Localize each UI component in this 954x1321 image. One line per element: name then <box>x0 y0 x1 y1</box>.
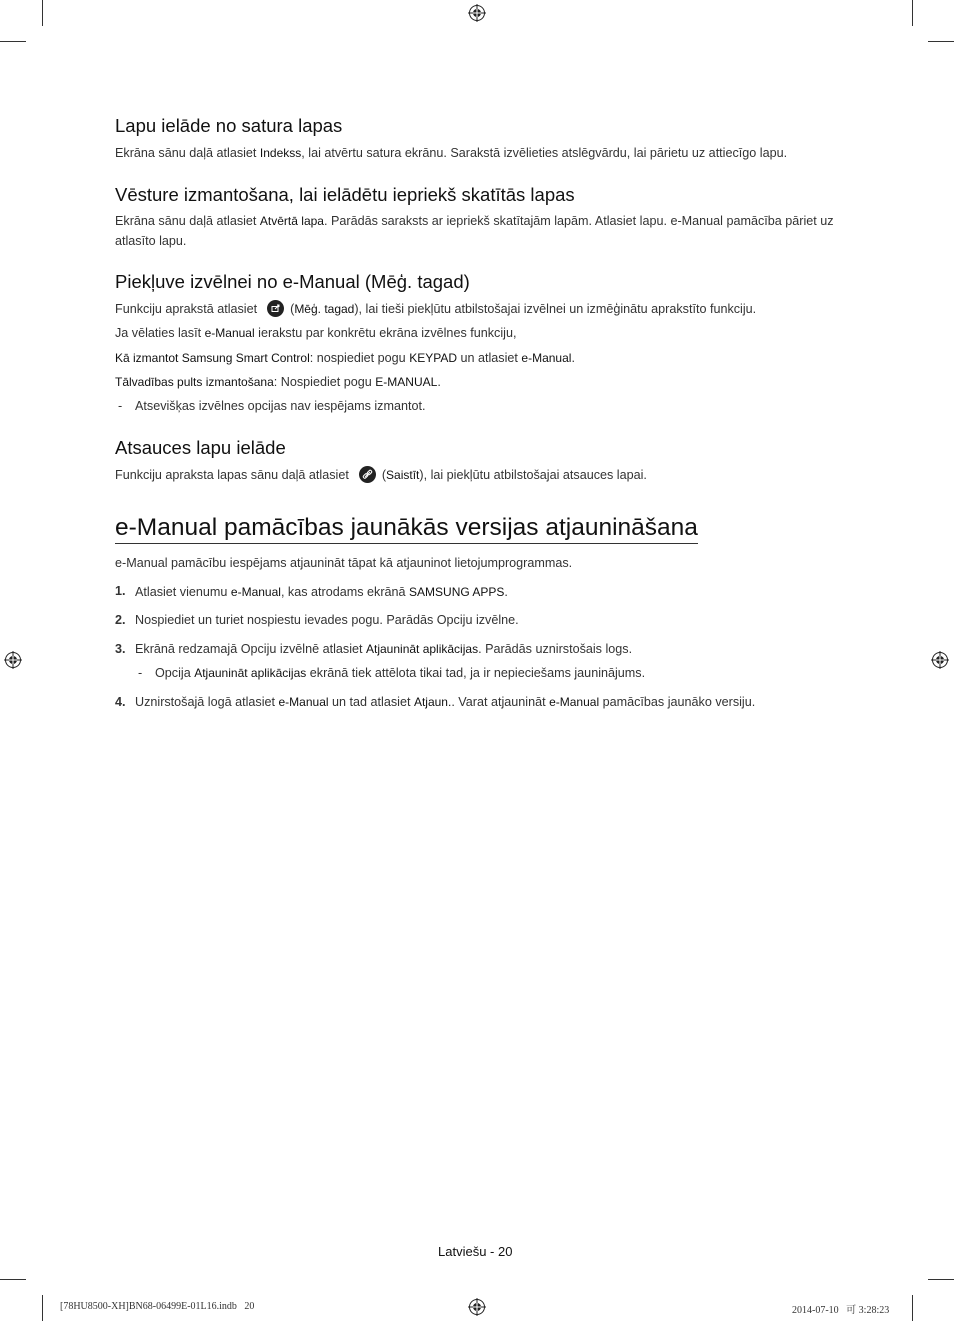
text: : Nospiediet pogu <box>273 375 376 389</box>
text: : nospiediet pogu <box>309 351 410 365</box>
crop-mark <box>0 1279 26 1280</box>
menu-term: Atjaun. <box>413 695 452 709</box>
text: ekrānā tiek attēlota tikai tad, ja ir nepieciešams jauninājums. <box>306 666 646 680</box>
registration-mark-icon <box>468 4 486 22</box>
step-number: 1. <box>115 584 126 598</box>
crop-mark <box>928 1279 954 1280</box>
menu-term: Mēģ. tagad <box>294 302 355 316</box>
text: . Parādās saraksts ar iepriekš skatītajām lapām. Atlasiet lapu. e-Manual pamācība pāriet uz atlasīto lapu. <box>115 214 834 248</box>
step-number: 4. <box>115 695 126 709</box>
text: . Varat atjaunināt <box>451 695 550 709</box>
text: , kas atrodams ekrānā <box>280 585 410 599</box>
section-heading: Atsauces lapu ielāde <box>115 437 286 458</box>
text: Ekrāna sānu daļā atlasiet <box>115 146 260 160</box>
button-term: KEYPAD <box>409 351 457 365</box>
paragraph <box>115 299 840 319</box>
paragraph: e-Manual pamācību iespējams atjaunināt tāpat kā atjauninot lietojumprogrammas. <box>115 556 573 570</box>
note-dash: - <box>138 666 143 680</box>
section-heading: Lapu ielāde no satura lapas <box>115 115 343 136</box>
step-text <box>135 582 835 602</box>
text: Uznirstošajā logā atlasiet <box>135 695 279 709</box>
paragraph <box>115 348 840 368</box>
menu-term: Saistīt <box>386 468 420 482</box>
try-now-icon <box>267 300 284 317</box>
registration-mark-icon <box>468 1298 486 1316</box>
button-term: E-MANUAL <box>375 375 438 389</box>
paragraph <box>115 323 840 343</box>
text: . <box>571 351 575 365</box>
step-text <box>135 692 835 712</box>
registration-mark-icon <box>931 651 949 669</box>
text: pamācības jaunāko versiju. <box>599 695 756 709</box>
menu-term: SAMSUNG APPS <box>409 585 505 599</box>
section-heading: Vēsture izmantošana, lai ielādētu iepriekš skatītās lapas <box>115 184 575 205</box>
step-number: 3. <box>115 642 126 656</box>
text: . <box>504 585 508 599</box>
text: Funkciju aprakstā atlasiet <box>115 302 258 316</box>
paragraph <box>115 143 840 163</box>
note: Atsevišķas izvēlnes opcijas nav iespējams izmantot. <box>135 399 426 413</box>
text: Atlasiet vienumu <box>135 585 231 599</box>
page-title: e-Manual pamācības jaunākās versijas atjaunināšana <box>115 514 698 544</box>
menu-term: e-Manual <box>230 585 281 599</box>
text: , lai atvērtu satura ekrānu. Sarakstā izvēlieties atslēgvārdu, lai pārietu uz attiecīgo lapu. <box>301 146 788 160</box>
crop-mark <box>42 0 43 26</box>
menu-term: e-Manual <box>204 326 255 340</box>
menu-term: Atjaunināt aplikācijas <box>194 666 307 680</box>
step-text <box>135 639 835 659</box>
text: ( <box>290 302 295 316</box>
step-number: 2. <box>115 613 126 627</box>
crop-mark <box>912 1295 913 1321</box>
imprint-file: [78HU8500-XH]BN68-06499E-01L16.indb 20 <box>60 1301 255 1312</box>
menu-term: e-Manual <box>278 695 329 709</box>
menu-term: Atvērtā lapa <box>259 214 324 228</box>
step-text: Nospiediet un turiet nospiestu ievades pogu. Parādās Opciju izvēlne. <box>135 613 519 627</box>
text: . <box>437 375 441 389</box>
menu-term: Kā izmantot Samsung Smart Control <box>115 351 310 365</box>
crop-mark <box>912 0 913 26</box>
crop-mark <box>928 41 954 42</box>
paragraph <box>115 372 840 392</box>
text: ), lai tieši piekļūtu atbilstošajai izvēlnei un izmēģinātu aprakstīto funkciju. <box>354 302 757 316</box>
text: ), lai piekļūtu atbilstošajai atsauces lapai. <box>419 468 647 482</box>
text: Funkciju apraksta lapas sānu daļā atlasiet <box>115 468 349 482</box>
text: Ja vēlaties lasīt <box>115 326 205 340</box>
text: un atlasiet <box>456 351 522 365</box>
text: Opcija <box>155 666 195 680</box>
crop-mark <box>0 41 26 42</box>
text: un tad atlasiet <box>328 695 414 709</box>
text: ierakstu par konkrētu ekrāna izvēlnes funkciju, <box>254 326 517 340</box>
note-dash: - <box>118 399 123 413</box>
menu-term: Indekss <box>259 146 302 160</box>
crop-mark <box>42 1295 43 1321</box>
menu-term: e-Manual <box>549 695 600 709</box>
section-heading: Piekļuve izvēlnei no e-Manual (Mēģ. tagad) <box>115 271 470 292</box>
paragraph <box>115 211 840 251</box>
note <box>155 663 835 683</box>
registration-mark-icon <box>4 651 22 669</box>
text: . Parādās uznirstošais logs. <box>478 642 633 656</box>
menu-term: e-Manual <box>521 351 572 365</box>
menu-term: Tālvadības pults izmantošana <box>115 375 274 389</box>
imprint-date: 2014-07-10 可 3:28:23 <box>792 1305 890 1316</box>
text: ( <box>381 468 387 482</box>
text: Ekrānā redzamajā Opciju izvēlnē atlasiet <box>135 642 366 656</box>
link-icon <box>359 466 376 483</box>
text: Ekrāna sānu daļā atlasiet <box>115 214 260 228</box>
paragraph <box>115 465 840 485</box>
menu-term: Atjaunināt aplikācijas <box>366 642 479 656</box>
page-number: Latviešu - 20 <box>438 1244 513 1259</box>
